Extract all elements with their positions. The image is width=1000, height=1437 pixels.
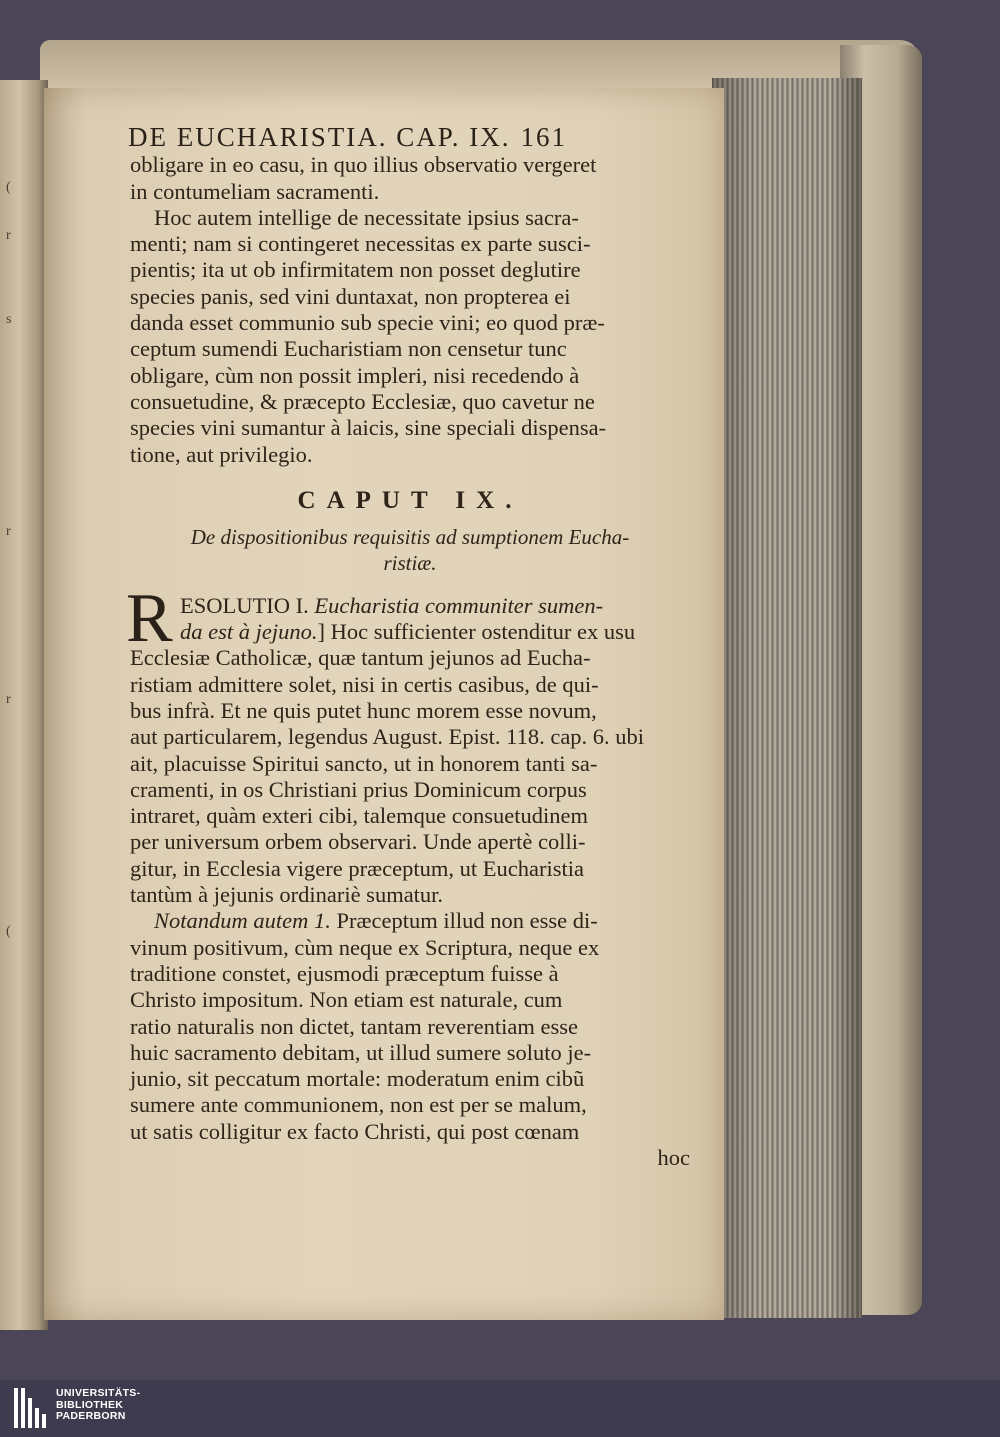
chapter-heading: CAPUT IX. [297,486,523,514]
resolutio-line2-rest: ] Hoc sufficienter ostenditur ex usu [317,619,636,645]
paragraph-hoc-autem [130,205,690,468]
text-line: aut particularem, legendus August. Epist. 118. cap. 6. ubi [130,724,645,750]
catchword: hoc [657,1144,690,1170]
paragraph-continuation [130,152,690,205]
resolutio-label: ESOLUTIO I. [180,592,309,618]
text-line: ut satis colligitur ex facto Christi, qui post cœnam [130,1118,580,1144]
text-line: per universum orbem observari. Unde apertè colli- [130,829,586,855]
notandum-paragraph [130,908,690,1145]
text-line: Christo impositum. Non etiam est naturale, cum [130,987,563,1013]
page-number: 161 [520,122,568,152]
text-line [130,619,690,645]
notandum-italic-lead: Notandum autem 1. [154,908,331,934]
library-logo-icon [14,1388,50,1428]
text-line: bus infrà. Et ne quis putet hunc morem esse novum, [130,697,597,723]
text-line: sumere ante communionem, non est per se malum, [130,1092,587,1118]
text-line: intraret, quàm exteri cibi, talemque consuetudinem [130,803,588,829]
text-line: gitur, in Ecclesia vigere præceptum, ut Eucharistia [130,855,584,881]
library-logo-text [56,1388,140,1423]
running-head [128,124,690,150]
library-footer [0,1380,1000,1437]
text-line: obligare, cùm non possit impleri, nisi recedendo à [130,362,580,388]
text-line: tione, aut privilegio. [130,441,313,467]
text-line: menti; nam si contingeret necessitas ex parte susci- [130,231,591,257]
text-line: ait, placuisse Spiritui sancto, ut in honorem tanti sa- [130,750,598,776]
text-line: ratio naturalis non dictet, tantam reverentiam esse [130,1013,578,1039]
subtitle-line: ristiæ. [383,551,437,576]
subtitle-line: De dispositionibus requisitis ad sumptionem Eucha- [190,525,630,550]
text-line: vinum positivum, cùm neque ex Scriptura, neque ex [130,934,600,960]
text-line: traditione constet, ejusmodi præceptum fuisse à [130,960,559,986]
text-line: pientis; ita ut ob infirmitatem non posset deglutire [130,257,581,283]
text-line: cramenti, in os Christiani prius Dominicum corpus [130,776,587,802]
text-line: huic sacramento debitam, ut illud sumere soluto je- [130,1039,592,1065]
text-line [130,593,690,619]
chapter-subtitle [130,524,690,577]
page-fore-edge [712,78,862,1318]
text-line: junio, sit peccatum mortale: moderatum enim cibũ [130,1066,585,1092]
resolutio-paragraph [126,579,690,909]
resolutio-italic-line2: da est à jejuno. [180,619,318,645]
text-line: Ecclesiæ Catholicæ, quæ tantum jejunos ad Eucha- [130,645,591,671]
logo-line: BIBLIOTHEK [56,1398,124,1411]
text-line: tantùm à jejunis ordinariè sumatur. [130,882,444,908]
logo-line: PADERBORN [56,1410,126,1422]
resolutio-italic-lead: Eucharistia communiter sumen- [314,592,604,618]
book-page [44,88,724,1320]
page-text [126,122,690,1171]
text-line: Hoc autem intellige de necessitate ipsius sacra- [154,204,579,230]
notandum-first-rest: Præceptum illud non esse di- [336,908,598,934]
text-line: ceptum sumendi Eucharistiam non censetur tunc [130,336,567,362]
text-line: in contumeliam sacramenti. [130,178,380,204]
text-line: consuetudine, & præcepto Ecclesiæ, quo cavetur ne [130,388,595,414]
text-line: species vini sumantur à laicis, sine speciali dispensa- [130,415,607,441]
text-line: danda esset communio sub specie vini; eo quod præ- [130,310,605,336]
running-head-title: DE EUCHARISTIA. CAP. IX. [128,122,511,152]
drop-cap: R [126,579,173,657]
logo-line: UNIVERSITÄTS- [56,1387,141,1399]
text-line: species panis, sed vini duntaxat, non propterea ei [130,283,571,309]
text-line: ristiam admittere solet, nisi in certis casibus, de qui- [130,671,599,697]
text-line [130,908,690,934]
text-line: obligare in eo casu, in quo illius observatio vergeret [130,152,597,178]
previous-page-edge: ( r s r r ( [0,80,48,1330]
